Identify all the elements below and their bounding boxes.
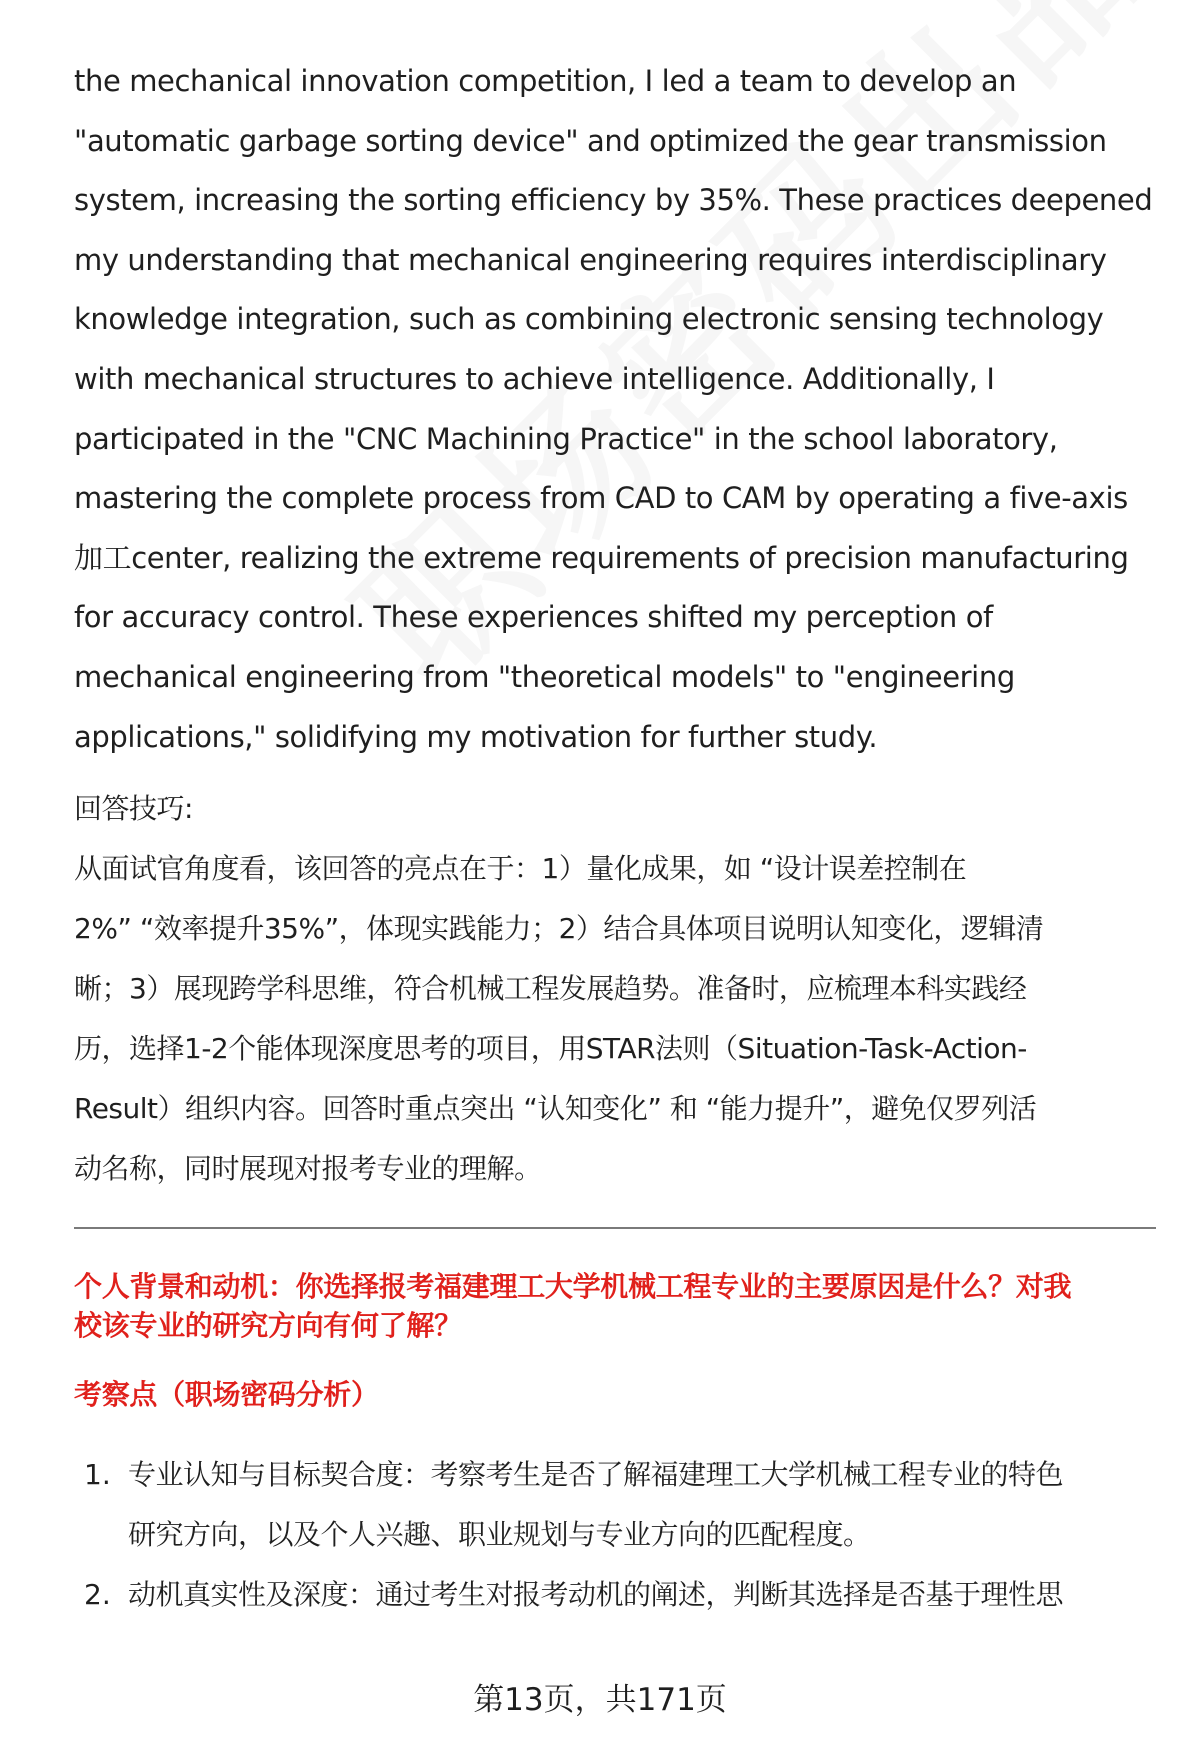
assessment-list xyxy=(74,1445,1154,1625)
tips-line: 晰；3）展现跨学科思维，符合机械工程发展趋势。准备时，应梳理本科实践经 xyxy=(74,972,1027,1006)
question-heading xyxy=(74,1267,1154,1345)
section-divider xyxy=(74,1227,1156,1229)
paragraph-line: with mechanical structures to achieve intelligence. Additionally, I xyxy=(74,361,995,396)
question-line: 个人背景和动机：你选择报考福建理工大学机械工程专业的主要原因是什么？对我 xyxy=(74,1270,1072,1304)
paragraph-line: mechanical engineering from "theoretical models" to "engineering xyxy=(74,659,1015,694)
paragraph-line: "automatic garbage sorting device" and optimized the gear transmission xyxy=(74,123,1107,158)
tips-line: 动名称，同时展现对报考专业的理解。 xyxy=(74,1152,542,1186)
list-item-line: 研究方向，以及个人兴趣、职业规划与专业方向的匹配程度。 xyxy=(128,1518,871,1552)
tips-line: 历，选择1-2个能体现深度思考的项目，用STAR法则（Situation-Task-Action- xyxy=(74,1032,1027,1066)
paragraph-line: 加工center, realizing the extreme requirements of precision manufacturing xyxy=(74,540,1129,575)
paragraph-line: system, increasing the sorting efficiency by 35%. These practices deepened xyxy=(74,183,1153,218)
paragraph-line: the mechanical innovation competition, I led a team to develop an xyxy=(74,64,1017,98)
answer-tips xyxy=(74,779,1154,1199)
paragraph-line: applications," solidifying my motivation for further study. xyxy=(74,719,878,754)
list-item-line: 专业认知与目标契合度：考察考生是否了解福建理工大学机械工程专业的特色 xyxy=(128,1458,1064,1492)
paragraph-line: my understanding that mechanical engineering requires interdisciplinary xyxy=(74,242,1107,277)
tips-line: Result）组织内容。回答时重点突出 “认知变化” 和 “能力提升”，避免仅罗列活 xyxy=(74,1092,1037,1126)
page-content xyxy=(74,52,1154,1625)
list-item xyxy=(74,1565,1154,1625)
tips-line: 从面试官角度看，该回答的亮点在于：1）量化成果，如 “设计误差控制在 xyxy=(74,852,967,886)
list-item xyxy=(74,1445,1154,1565)
list-item-number: 2. xyxy=(84,1578,111,1612)
page-footer xyxy=(0,1680,1200,1720)
paragraph-line: for accuracy control. These experiences shifted my perception of xyxy=(74,600,993,635)
page-number: 第13页，共171页 xyxy=(473,1682,727,1718)
assessment-title: 考察点（职场密码分析） xyxy=(74,1378,379,1412)
list-item-number: 1. xyxy=(84,1458,111,1492)
paragraph-line: participated in the "CNC Machining Practice" in the school laboratory, xyxy=(74,421,1058,456)
list-item-line: 动机真实性及深度：通过考生对报考动机的阐述，判断其选择是否基于理性思 xyxy=(128,1578,1064,1612)
answer-paragraph xyxy=(74,52,1154,767)
tips-heading: 回答技巧: xyxy=(74,792,193,826)
tips-line: 2%” “效率提升35%”，体现实践能力；2）结合具体项目说明认知变化，逻辑清 xyxy=(74,912,1044,946)
question-line: 校该专业的研究方向有何了解？ xyxy=(74,1309,462,1343)
paragraph-line: mastering the complete process from CAD to CAM by operating a five-axis xyxy=(74,481,1128,516)
paragraph-line: knowledge integration, such as combining electronic sensing technology xyxy=(74,302,1104,337)
